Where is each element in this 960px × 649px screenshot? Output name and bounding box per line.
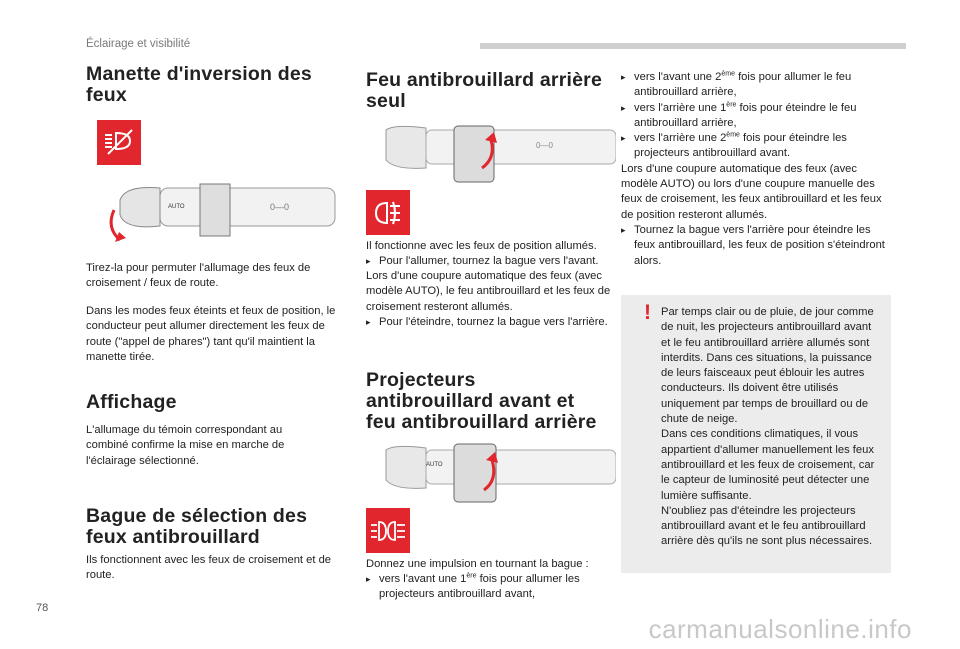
bullet-arrow-icon: ▸ xyxy=(621,133,626,144)
middle-para2: Lors d'une coupure automatique des feux (avec modèle AUTO), le feu antibrouillard et les feux de croisement resteront allumés. xyxy=(366,270,611,313)
page-number: 78 xyxy=(36,602,49,614)
lever-illustration-rear-fog xyxy=(366,118,616,188)
title-affichage: Affichage xyxy=(86,391,177,413)
warning-para1: Par temps clair ou de pluie, de jour comme de nuit, les projecteurs antibrouillard avant et le feu antibrouillard arrière allumés sont interdits. Dans ces situations, la puissance de leurs faisceaux peut éblouir les autres conducteurs. Ils doivent être utilisés uniquement par temps de brouillard ou de chute de neige. xyxy=(661,306,874,426)
warning-box xyxy=(621,295,891,573)
warning-para2: Dans ces conditions climatiques, il vous appartient d'allumer manuellement les feux antibrouillard et les feux de croisement, car le capteur de luminosité peut détecter une lumière suffisante. xyxy=(661,428,875,502)
bullet-arrow-icon: ▸ xyxy=(621,102,626,113)
bullet-arrow-icon: ▸ xyxy=(366,574,371,584)
warning-para3: N'oubliez pas d'éteindre les projecteurs antibrouillard avant et le feu antibrouillard arrière dès qu'ils ne sont plus nécessaires. xyxy=(661,504,873,548)
left-para1: Tirez-la pour permuter l'allumage des feux de croisement / feux de route. xyxy=(86,262,311,290)
bullet-arrow-icon: ▸ xyxy=(366,256,371,266)
header-bar xyxy=(480,43,906,49)
right-para1: Lors d'une coupure automatique des feux (avec modèle AUTO) ou lors d'une coupure manuelle des feux de croisement, les feux antibrouillard et les feux de position resteront allumés. xyxy=(621,162,882,221)
lever-illustration-left xyxy=(100,180,340,245)
left-para2: Dans les modes feux éteints et feux de position, le conducteur peut allumer directement les feux de route ("appel de phares") tant qu'il maintient la manette tirée. xyxy=(86,305,336,363)
right-bullet3: ▸ vers l'arrière une 2ème fois pour éteindre les projecteurs antibrouillard avant. xyxy=(621,131,893,162)
right-column xyxy=(621,70,893,269)
high-beam-icon xyxy=(97,120,141,165)
left-para4: Ils fonctionnent avec les feux de croisement et de route. xyxy=(86,554,332,582)
middle-para3: Donnez une impulsion en tournant la bague : xyxy=(366,558,589,570)
lever-auto-label: AUTO xyxy=(168,204,185,210)
front-rear-fog-icon xyxy=(366,508,410,553)
right-bullet4: ▸ Tournez la bague vers l'arrière pour éteindre les feux antibrouillard, les feux de position s'éteindront alors. xyxy=(621,223,893,269)
lever-illustration-front-rear-fog xyxy=(366,438,616,508)
left-para3: L'allumage du témoin correspondant au combiné confirme la mise en marche de l'éclairage sélectionné. xyxy=(86,424,285,467)
middle-bullet3: ▸ vers l'avant une 1ère fois pour allumer les projecteurs antibrouillard avant, xyxy=(366,572,616,603)
rear-fog-icon xyxy=(366,190,410,235)
bullet-arrow-icon: ▸ xyxy=(621,72,626,82)
left-column xyxy=(86,64,338,106)
bullet-arrow-icon: ▸ xyxy=(366,317,371,327)
right-bullet1: ▸ vers l'avant une 2ème fois pour allumer le feu antibrouillard arrière, xyxy=(621,70,893,101)
bullet-arrow-icon: ▸ xyxy=(621,224,626,235)
title-feu-arriere: Feu antibrouillard arrière seul xyxy=(366,69,603,112)
title-bague: Bague de sélection des feux antibrouillard xyxy=(86,505,308,548)
watermark: carmanualsonline.info xyxy=(648,614,912,644)
middle-bullet2: ▸ Pour l'éteindre, tournez la bague vers l'arrière. xyxy=(366,315,616,330)
title-manette: Manette d'inversion des feux xyxy=(86,63,312,106)
section-header: Éclairage et visibilité xyxy=(86,38,191,50)
title-projecteurs: Projecteurs antibrouillard avant et feu antibrouillard arrière xyxy=(366,369,597,433)
right-bullet2: ▸ vers l'arrière une 1ère fois pour éteindre le feu antibrouillard arrière, xyxy=(621,101,893,132)
lever-auto-label: AUTO xyxy=(426,462,443,468)
middle-para1: Il fonctionne avec les feux de position allumés. xyxy=(366,240,597,252)
warning-exclamation-icon: ! xyxy=(644,301,651,324)
lever-zero-mark: 0—0 xyxy=(270,202,290,212)
middle-bullet1: ▸ Pour l'allumer, tournez la bague vers l'avant. xyxy=(366,254,616,269)
svg-text:0—0: 0—0 xyxy=(536,141,553,150)
